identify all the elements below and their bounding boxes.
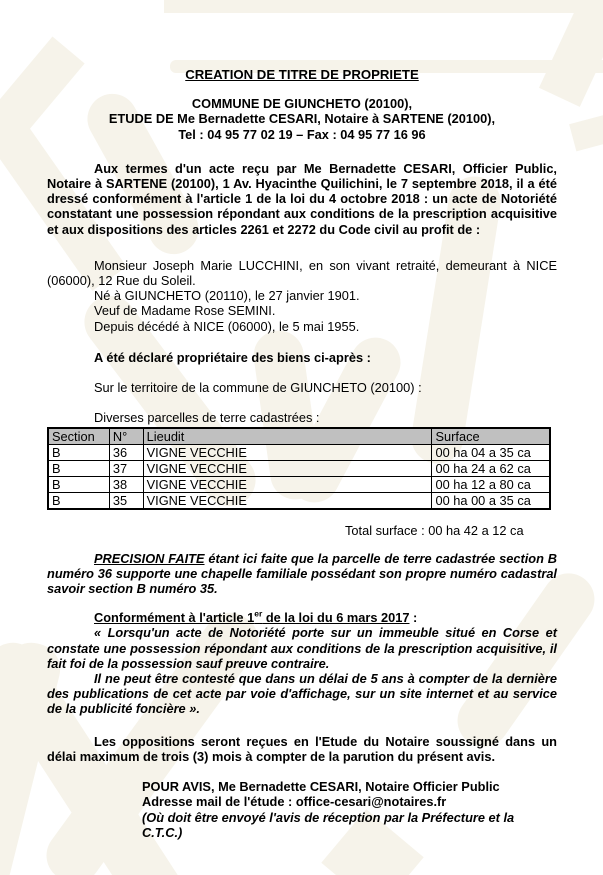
cell-surface: 00 ha 00 a 35 ca <box>432 493 550 510</box>
column-header-lieudit: Lieudit <box>143 428 432 445</box>
reception-note-line: (Où doit être envoyé l'avis de réception par la Préfecture et la C.T.C.) <box>142 809 515 840</box>
declared-owner-line: A été déclaré propriétaire des biens ci-après : <box>94 349 371 365</box>
tel-fax-line: Tel : 04 95 77 02 19 – Fax : 04 95 77 16 96 <box>178 126 426 142</box>
notary-header <box>47 96 557 142</box>
cell-number: 35 <box>109 493 143 510</box>
parcels-intro-line: Diverses parcelles de terre cadastrées : <box>94 410 320 426</box>
table-row <box>48 493 550 510</box>
signature-block <box>47 779 557 840</box>
law-reference-heading: Conformément à l'article 1er de la loi du 6 mars 2017 : <box>94 609 418 626</box>
table-row <box>48 461 550 477</box>
cell-lieudit: VIGNE VECCHIE <box>143 493 432 510</box>
oppositions-paragraph: Les oppositions seront reçues en l'Etude du Notaire soussigné dans un délai maximum de trois (3) mois à compter de la parution du présent avis. <box>47 733 557 764</box>
document-body <box>0 67 603 840</box>
commune-line: COMMUNE DE GIUNCHETO (20100), <box>191 96 413 112</box>
widower-line: Veuf de Madame Rose SEMINI. <box>94 303 276 319</box>
email-line: Adresse mail de l'étude : office-cesari@notaires.fr <box>142 794 447 810</box>
document-title: CREATION DE TITRE DE PROPRIETE <box>185 67 419 82</box>
precision-rest: étant ici faite que la parcelle de terre cadastrée section B numéro 36 supporte une chapelle familiale possédant son propre numéro cadastral savoir section B numéro 35. <box>47 550 557 597</box>
cell-surface: 00 ha 04 a 35 ca <box>432 445 550 461</box>
birth-line: Né à GIUNCHETO (20110), le 27 janvier 1901. <box>94 288 360 304</box>
table-row <box>48 477 550 493</box>
precision-paragraph <box>47 551 557 597</box>
cell-lieudit: VIGNE VECCHIE <box>143 477 432 493</box>
table-row <box>48 445 550 461</box>
cell-surface: 00 ha 24 a 62 ca <box>432 461 550 477</box>
total-surface-line: Total surface : 00 ha 42 a 12 ca <box>345 523 524 539</box>
cell-lieudit: VIGNE VECCHIE <box>143 445 432 461</box>
cell-number: 36 <box>109 445 143 461</box>
precision-lead: PRECISION FAITE <box>94 550 205 566</box>
law-quote-paragraph-2: Il ne peut être contesté que dans un délai de 5 ans à compter de la dernière des publications de cet acte par voie d'affichage, sur un site internet et au service de la publicité foncière ». <box>47 671 557 717</box>
cell-section: B <box>48 477 109 493</box>
pour-avis-line: POUR AVIS, Me Bernadette CESARI, Notaire Officier Public <box>142 779 500 795</box>
cell-section: B <box>48 493 109 510</box>
law-quote-paragraph-1: « Lorsqu'un acte de Notoriété porte sur un immeuble situé en Corse et constate une possession répondant aux conditions de la prescription acquisitive, il fait foi de la possession sauf preuve contraire. <box>47 625 557 671</box>
table-header-row <box>48 428 550 445</box>
cell-section: B <box>48 461 109 477</box>
parcels-table <box>47 427 551 510</box>
column-header-section: Section <box>48 428 109 445</box>
intro-paragraph: Aux termes d'un acte reçu par Me Bernadette CESARI, Officier Public, Notaire à SARTENE (20100), 1 Av. Hyacinthe Quilichini, le 7 septembre 2018, il a été dressé conformément à l'article 1 de la loi du 4 octobre 2018 : un acte de Notoriété constatant une possession répondant aux conditions de la prescription acquisitive et aux dispositions des articles 2261 et 2272 du Code civil au profit de : <box>47 160 557 237</box>
watermark-shape <box>164 0 603 13</box>
cell-lieudit: VIGNE VECCHIE <box>143 461 432 477</box>
beneficiary-paragraph: Monsieur Joseph Marie LUCCHINI, en son vivant retraité, demeurant à NICE (06000), 12 Rue du Soleil. <box>47 257 557 289</box>
territory-line: Sur le territoire de la commune de GIUNCHETO (20100) : <box>94 380 422 396</box>
column-header-surface: Surface <box>432 428 550 445</box>
cell-number: 37 <box>109 461 143 477</box>
ordinal-superscript: er <box>254 609 263 619</box>
cell-section: B <box>48 445 109 461</box>
cell-number: 38 <box>109 477 143 493</box>
death-line: Depuis décédé à NICE (06000), le 5 mai 1955. <box>94 318 360 334</box>
column-header-number: N° <box>109 428 143 445</box>
cell-surface: 00 ha 12 a 80 ca <box>432 477 550 493</box>
etude-line: ETUDE DE Me Bernadette CESARI, Notaire à SARTENE (20100), <box>108 111 496 127</box>
